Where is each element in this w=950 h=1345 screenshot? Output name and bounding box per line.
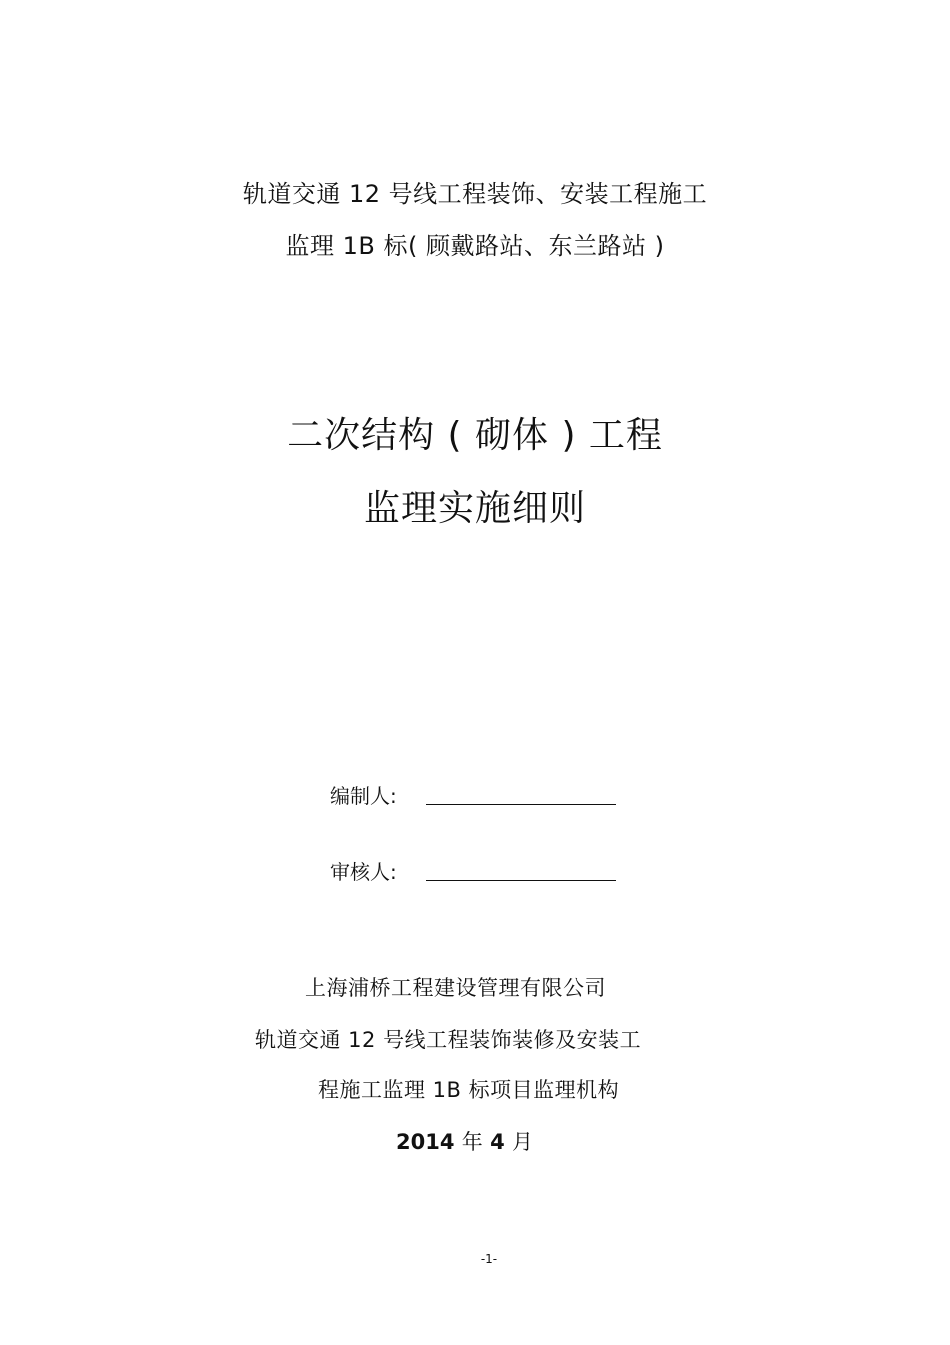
project-title-line-2: 监理 1B 标( 顾戴路站、东兰路站 ) (285, 232, 665, 260)
document-title-line-2: 监理实施细则 (363, 488, 586, 529)
project-title-line-1: 轨道交通 12 号线工程装饰、安装工程施工 (242, 180, 708, 208)
organization-project-line-1: 轨道交通 12 号线工程装饰装修及安装工 (255, 1028, 642, 1052)
reviewer-label: 审核人: (330, 860, 397, 884)
organization-name: 上海浦桥工程建设管理有限公司 (305, 976, 606, 1000)
date-year: 2014 (396, 1130, 455, 1154)
page-number: -1- (480, 1252, 498, 1266)
date-month-unit: 月 (512, 1130, 534, 1154)
document-title-line-1: 二次结构 ( 砌体 ) 工程 (287, 415, 663, 456)
reviewer-signature-line (426, 880, 616, 881)
compiler-signature-line (426, 804, 616, 805)
compiler-label: 编制人: (330, 784, 397, 808)
document-date (396, 1126, 533, 1156)
organization-project-line-2: 程施工监理 1B 标项目监理机构 (318, 1078, 620, 1102)
date-year-unit: 年 (461, 1130, 483, 1154)
date-month: 4 (490, 1130, 505, 1154)
